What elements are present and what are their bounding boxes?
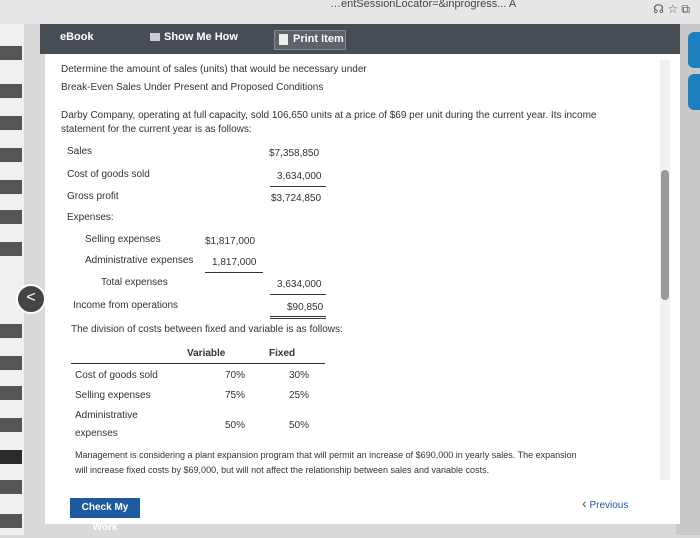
sidebar-item[interactable] (0, 514, 22, 528)
total-expenses-label: Total expenses (101, 277, 168, 288)
divider (205, 272, 263, 273)
divider (270, 186, 326, 187)
left-sidebar (0, 24, 24, 535)
print-icon (279, 34, 288, 45)
chevron-left-icon: < (26, 289, 36, 306)
right-tab[interactable] (688, 32, 700, 68)
sidebar-item[interactable] (0, 450, 22, 464)
show-me-how-button[interactable]: Show Me How (164, 31, 238, 43)
gross-profit-label: Gross profit (67, 191, 119, 202)
sidebar-item[interactable] (0, 180, 22, 194)
previous-button[interactable] (582, 495, 628, 511)
extensions-icon[interactable]: ⧉ (681, 2, 690, 16)
table-row-label-cont: expenses (75, 428, 118, 439)
sidebar-item[interactable] (0, 386, 22, 400)
sidebar-item[interactable] (0, 148, 22, 162)
admin-expenses-label: Administrative expenses (85, 255, 194, 266)
read-aloud-icon[interactable]: ☊ (653, 2, 664, 16)
check-my-work-button[interactable]: Check My Work (70, 498, 140, 518)
browser-icons (653, 2, 690, 17)
table-cell-variable: 50% (225, 420, 246, 431)
sidebar-item[interactable] (0, 356, 22, 370)
management-line-1: Management is considering a plant expansion program that will permit an increase of $690,000 in yearly sales. The expansion (75, 450, 577, 460)
table-cell-fixed: 50% (289, 420, 310, 431)
problem-panel (45, 54, 680, 524)
sidebar-item[interactable] (0, 242, 22, 256)
sales-label: Sales (67, 146, 93, 157)
variable-header: Variable (187, 348, 226, 359)
table-row-label: Administrative (75, 410, 138, 421)
problem-toolbar (40, 24, 680, 54)
browser-bar (0, 0, 700, 24)
admin-expenses-value: 1,817,000 (212, 257, 257, 268)
ebook-button[interactable]: eBook (60, 31, 94, 43)
previous-label: Previous (589, 500, 629, 511)
sidebar-item[interactable] (0, 210, 22, 224)
table-cell-fixed: 30% (289, 370, 310, 381)
intro-line-1: Darby Company, operating at full capacity, sold 106,650 units at a price of $69 per unit during the current year. Its income (61, 110, 597, 121)
sidebar-item[interactable] (0, 84, 22, 98)
problem-subtitle: Break-Even Sales Under Present and Proposed Conditions (61, 82, 324, 93)
selling-expenses-value: $1,817,000 (205, 236, 256, 247)
selling-expenses-label: Selling expenses (85, 234, 161, 245)
chevron-left-icon: ‹ (582, 495, 587, 511)
table-cell-variable: 70% (225, 370, 246, 381)
problem-title: Determine the amount of sales (units) that would be necessary under (61, 64, 367, 75)
sidebar-item[interactable] (0, 480, 22, 494)
total-expenses-value: 3,634,000 (277, 279, 322, 290)
gross-profit-value: $3,724,850 (271, 193, 322, 204)
divider (270, 316, 326, 317)
scroll-thumb[interactable] (661, 170, 669, 300)
sidebar-item[interactable] (0, 418, 22, 432)
expenses-label: Expenses: (67, 212, 114, 223)
intro-line-2: statement for the current year is as follows: (61, 124, 252, 135)
print-item-label: Print Item (293, 33, 344, 45)
income-from-operations-label: Income from operations (73, 300, 179, 311)
cogs-value: 3,634,000 (277, 171, 322, 182)
table-cell-variable: 75% (225, 390, 246, 401)
divider (270, 294, 326, 295)
favorites-icon[interactable]: ☆ (667, 2, 679, 16)
url-fragment[interactable]: …entSessionLocator=&inprogress... A (330, 0, 517, 10)
print-item-button[interactable] (274, 30, 346, 50)
sidebar-item[interactable] (0, 116, 22, 130)
table-cell-fixed: 25% (289, 390, 310, 401)
sales-value: $7,358,850 (269, 148, 320, 159)
income-from-operations-value: $90,850 (287, 302, 324, 313)
video-icon (150, 33, 160, 41)
sidebar-item[interactable] (0, 46, 22, 60)
cogs-label: Cost of goods sold (67, 169, 150, 180)
table-header-divider (71, 363, 325, 364)
right-tab[interactable] (688, 74, 700, 110)
scrollbar[interactable] (660, 60, 670, 480)
management-line-2: will increase fixed costs by $69,000, but will not affect the relationship between sales and variable costs. (75, 465, 490, 475)
table-row-label: Selling expenses (75, 390, 151, 401)
division-intro: The division of costs between fixed and variable is as follows: (71, 324, 343, 335)
table-row-label: Cost of goods sold (75, 370, 158, 381)
divider (270, 318, 326, 319)
sidebar-item[interactable] (0, 324, 22, 338)
back-button[interactable] (16, 284, 46, 314)
fixed-header: Fixed (269, 348, 296, 359)
